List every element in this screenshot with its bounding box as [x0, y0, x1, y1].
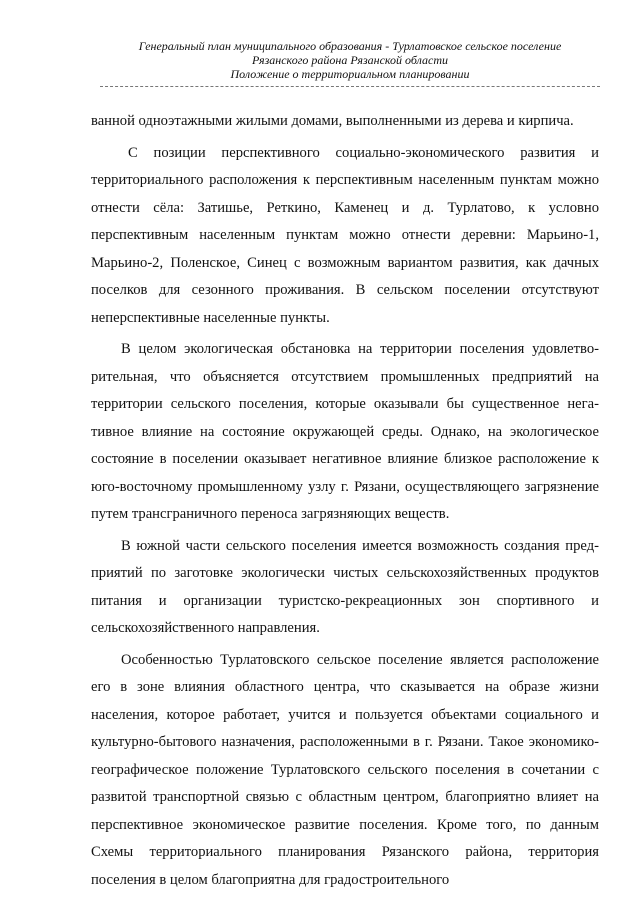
header-line-section: Положение о территориальном планировании: [230, 67, 470, 81]
paragraph-ecology: В целом экологическая обстановка на территории поселения удовлетворительная, что объясняется отсутствием промышленных предприятий на территории сельского поселения, которые оказывали бы существенное негативное влияние на состояние окружающей среды. Однако, на экологическое состояние в поселении оказывает негативное влияние близкое расположение к юго-восточному промышленному узлу г. Рязани, осуществляющего загрязнение путем трансграничного переноса загрязняющих веществ.: [91, 341, 599, 522]
body-text: [91, 108, 599, 898]
paragraph-southern-part: В южной части сельского поселения имеется возможность создания предприятий по заготовке экологически чистых сельскохозяйственных продуктов питания и организации туристско-рекреационных зон спортивного и сельскохозяйственного направления.: [91, 537, 599, 636]
paragraph-continuation: ванной одноэтажными жилыми домами, выполненными из дерева и кирпича.: [91, 113, 574, 129]
running-header: [100, 39, 600, 81]
paragraph-settlements: С позиции перспективного социально-экономического развития и территориального расположения к перспективным населенным пунктам можно отнести сёла: Затишье, Реткино, Каменец и д. Турлатово, к условно перспективным населенным пунктам можно отнести деревни: Марьино-1, Марьино-2, Поленское, Синец с возможным вариантом развития, как дачных поселков для сезонного проживания. В сельском поселении отсутствуют неперспективные населенные пункты.: [91, 144, 599, 326]
paragraph-features: Особенностью Турлатовского сельское поселение является расположение его в зоне влияния областного центра, что сказывается на образе жизни населения, которое работает, учится и пользуется объектами социального и культурно-бытового назначения, расположенными в г. Рязани. Такое экономико-географическое положение Турлатовского сельского поселения в сочетании с развитой транспортной связью с областным центром, благоприятно влияет на перспективное экономическое развитие поселения. Кроме того, по данным Схемы территориального планирования Рязанского района, территория поселения в целом благоприятна для градостроительного: [91, 651, 599, 888]
header-line-plan-title: Генеральный план муниципального образования - Турлатовское сельское поселение: [138, 39, 562, 53]
header-divider: [100, 86, 600, 87]
header-line-region: Рязанского района Рязанской области: [251, 53, 449, 67]
